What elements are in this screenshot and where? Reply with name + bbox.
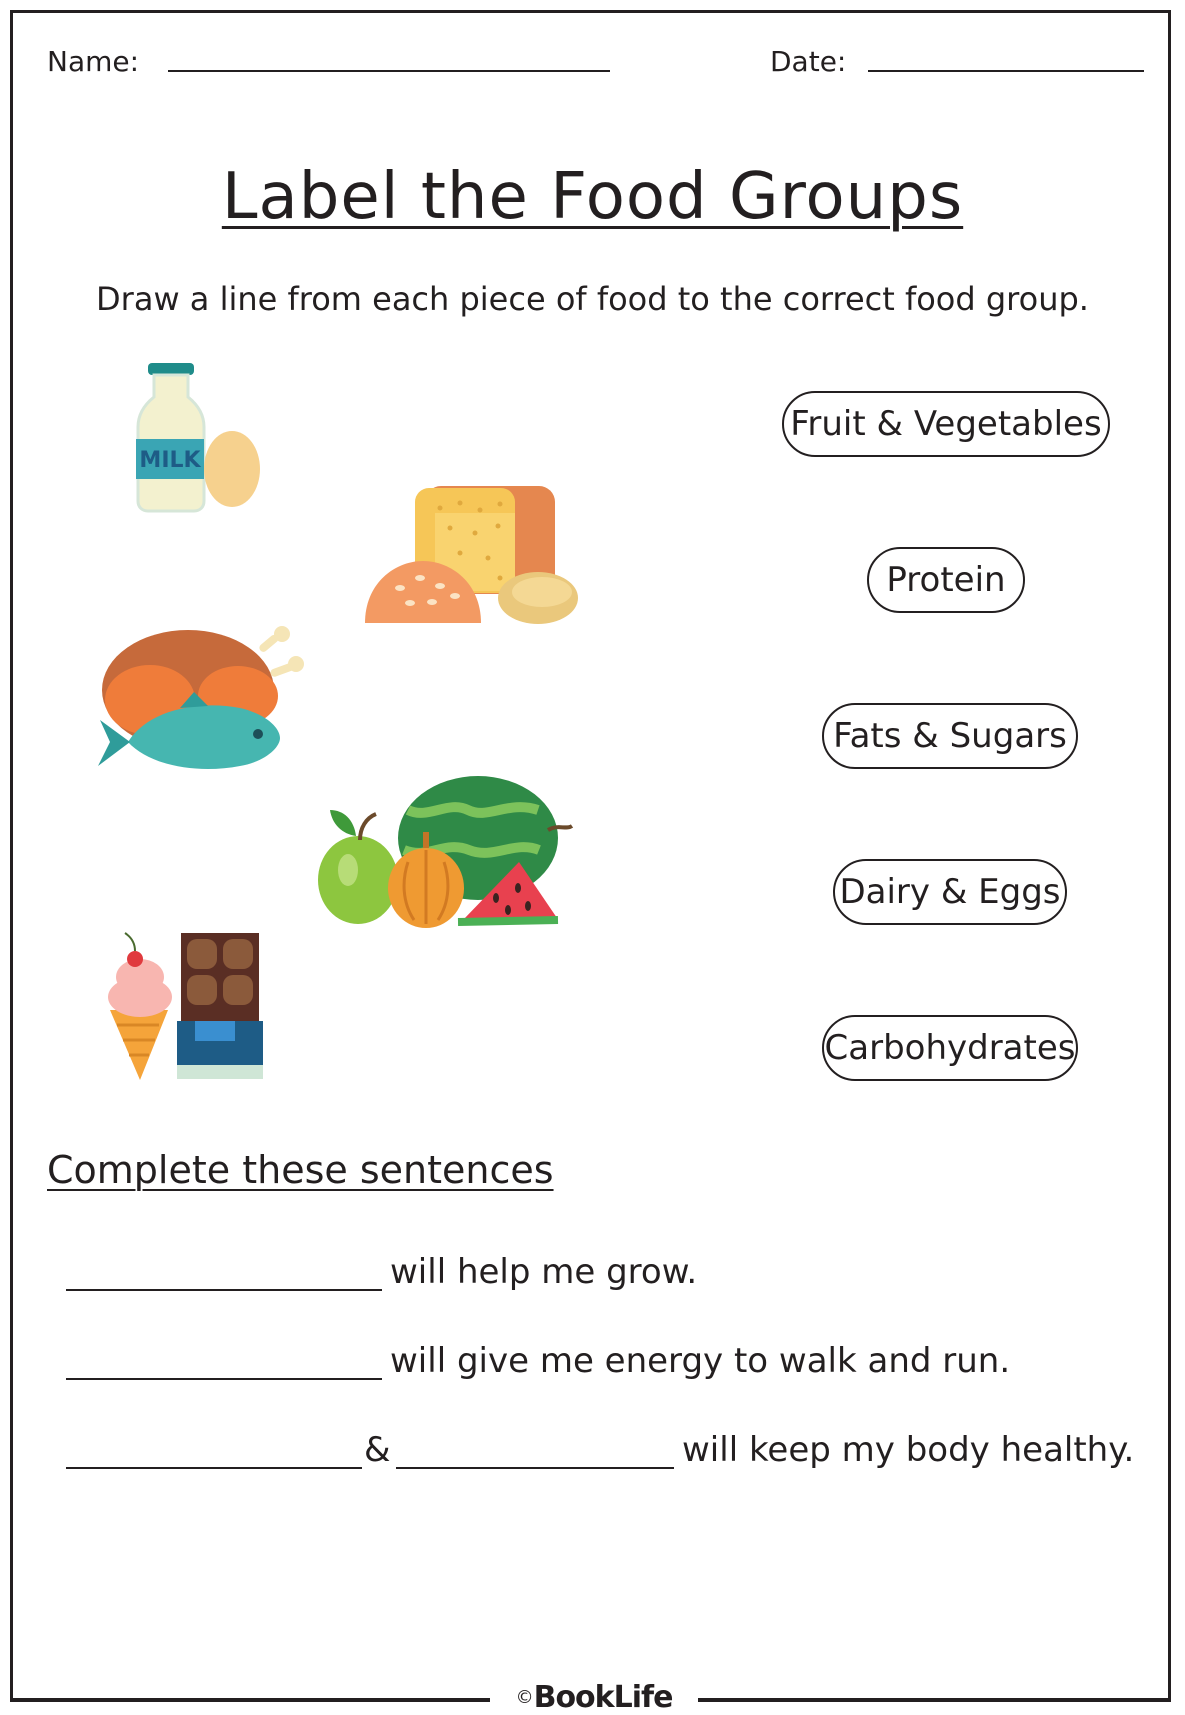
sentence-3-text: will keep my body healthy. [682,1430,1135,1470]
food-group-fruit-vegetables[interactable]: Fruit & Vegetables [782,391,1110,457]
ice-cream-and-chocolate-icon [105,925,265,1085]
date-field[interactable] [868,70,1144,72]
sentence-1-text: will help me grow. [390,1252,698,1292]
food-group-protein[interactable]: Protein [867,547,1025,613]
bread-and-potato-icon [360,478,585,628]
copyright-symbol: © [515,1687,534,1708]
sentence-2-text: will give me energy to walk and run. [390,1341,1011,1381]
blank-line-3b[interactable] [396,1467,674,1469]
footer-brand [490,1680,698,1715]
chicken-and-fish-icon [90,620,305,790]
blank-line-1[interactable] [66,1289,382,1291]
food-group-dairy-eggs[interactable]: Dairy & Eggs [833,859,1067,925]
footer-rule-right [690,1699,1171,1702]
blank-line-2[interactable] [66,1378,382,1380]
food-group-carbohydrates[interactable]: Carbohydrates [822,1015,1078,1081]
name-label: Name: [47,45,140,78]
blank-line-3a[interactable] [66,1467,362,1469]
milk-bottle-text: MILK [139,448,201,473]
fruit-and-vegetables-icon [318,770,583,930]
ampersand-text: & [364,1430,391,1470]
section-heading: Complete these sentences [47,1148,554,1192]
food-group-fats-sugars[interactable]: Fats & Sugars [822,703,1078,769]
footer-rule-left [10,1699,500,1702]
page-title: Label the Food Groups [221,160,964,234]
name-field[interactable] [168,70,610,72]
milk-and-egg-icon [120,355,270,515]
date-label: Date: [770,45,847,78]
instruction-text: Draw a line from each piece of food to the correct food group. [96,280,1089,318]
booklife-logo-text: BookLife [533,1680,673,1715]
